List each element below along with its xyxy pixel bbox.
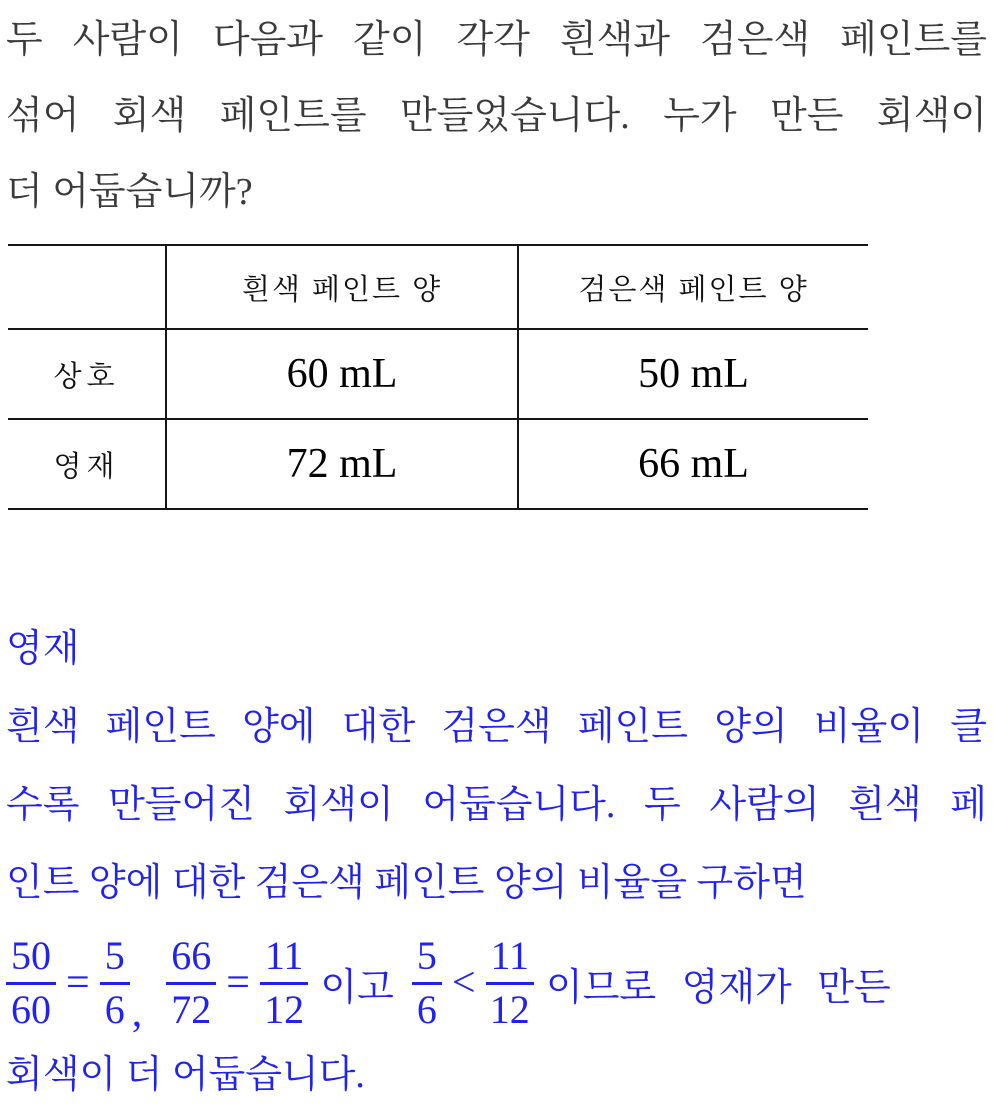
fraction-denominator: 12 — [264, 986, 305, 1032]
math-conclusion-text: 이므로 영재가 만든 — [546, 966, 891, 1009]
question-text — [6, 0, 987, 230]
equals-sign: = — [226, 960, 250, 1007]
fraction-50-60 — [6, 934, 56, 1033]
answer-line-2: 수록 만들어진 회색이 어둡습니다. 두 사람의 흰색 페 — [6, 784, 987, 826]
header-cell-black-paint: 검은색 페인트 양 — [517, 246, 868, 328]
sangho-white-amount: 60 mL — [165, 330, 517, 418]
table-row-sangho — [8, 330, 868, 420]
yeongjae-white-amount: 72 mL — [165, 420, 517, 508]
question-line-2: 섞어 회색 페인트를 만들었습니다. 누가 만든 회색이 — [6, 95, 987, 137]
fraction-numerator: 11 — [260, 934, 309, 985]
fraction-numerator: 5 — [100, 934, 130, 985]
header-cell-empty — [8, 246, 165, 328]
answer-line-1: 흰색 페인트 양에 대한 검은색 페인트 양의 비율이 클 — [6, 706, 987, 748]
question-line-1: 두 사람이 다음과 같이 각각 흰색과 검은색 페인트를 — [6, 19, 987, 61]
fraction-numerator: 11 — [486, 934, 535, 985]
fraction-numerator: 50 — [6, 934, 56, 985]
fraction-denominator: 72 — [171, 986, 212, 1032]
fraction-11-12 — [260, 934, 309, 1033]
row-label-sangho: 상호 — [53, 360, 120, 393]
fraction-5-6 — [100, 934, 130, 1033]
fraction-denominator: 60 — [11, 986, 51, 1032]
equals-sign: = — [66, 960, 90, 1007]
answer-final-line: 회색이 더 어둡습니다. — [6, 1053, 365, 1096]
yeongjae-black-amount: 66 mL — [517, 420, 868, 508]
fraction-numerator: 66 — [166, 934, 216, 985]
comma-separator: , — [131, 990, 143, 1037]
table-header-row — [8, 246, 868, 330]
math-expression — [6, 933, 987, 1037]
fraction-numerator: 5 — [412, 934, 442, 985]
fraction-denominator: 6 — [416, 986, 437, 1032]
paint-table — [8, 244, 868, 510]
sangho-black-amount: 50 mL — [517, 330, 868, 418]
fraction-denominator: 12 — [489, 986, 530, 1032]
answer-section — [6, 610, 987, 1111]
word-igo: 이고 — [320, 966, 394, 1009]
fraction-5-6-compare — [412, 934, 442, 1033]
less-than-sign: < — [451, 960, 476, 1007]
question-line-3: 더 어둡습니까? — [6, 171, 253, 213]
fraction-denominator: 6 — [104, 986, 125, 1032]
answer-line-3: 인트 양에 대한 검은색 페인트 양의 비율을 구하면 — [6, 862, 807, 904]
row-label-yeongjae: 영재 — [53, 450, 120, 483]
fraction-66-72 — [166, 934, 216, 1033]
fraction-11-12-compare — [486, 934, 535, 1033]
answer-result: 영재 — [6, 628, 80, 670]
table-row-yeongjae — [8, 420, 868, 508]
header-cell-white-paint: 흰색 페인트 양 — [165, 246, 517, 328]
